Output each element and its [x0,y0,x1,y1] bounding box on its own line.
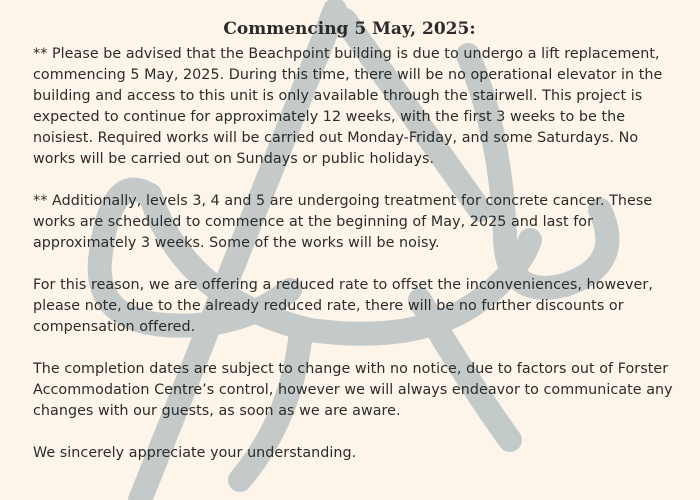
notice-paragraph-concrete-treatment: ** Additionally, levels 3, 4 and 5 are undergoing treatment for concrete cancer. These works are scheduled to commence at the beginning of May, 2025 and last for approximately 3 weeks. Some of the works will be noisy. [33,193,653,251]
notice-title: Commencing 5 May, 2025: [223,19,476,39]
notice-paragraph-lift-replacement: ** Please be advised that the Beachpoint building is due to undergo a lift replacement, commencing 5 May, 2025. During this time, there will be no operational elevator in the building and access to this unit is only available through the stairwell. This project is expected to continue for approximately 12 weeks, with the first 3 weeks to be the noisiest. Required works will be carried out Monday-Friday, and some Saturdays. No works will be carried out on Sundays or public holidays. [33,46,663,167]
notice-paragraph-reduced-rate: For this reason, we are offering a reduced rate to offset the inconveniences, however, please note, due to the already reduced rate, there will be no further discounts or compensation offered. [33,277,653,335]
notice-paragraph-thanks: We sincerely appreciate your understanding. [33,445,357,461]
notice-paragraph-completion-dates: The completion dates are subject to change with no notice, due to factors out of Forster Accommodation Centre’s control, however we will always endeavor to communicate any changes with our guests, as soon as we are aware. [33,361,673,419]
